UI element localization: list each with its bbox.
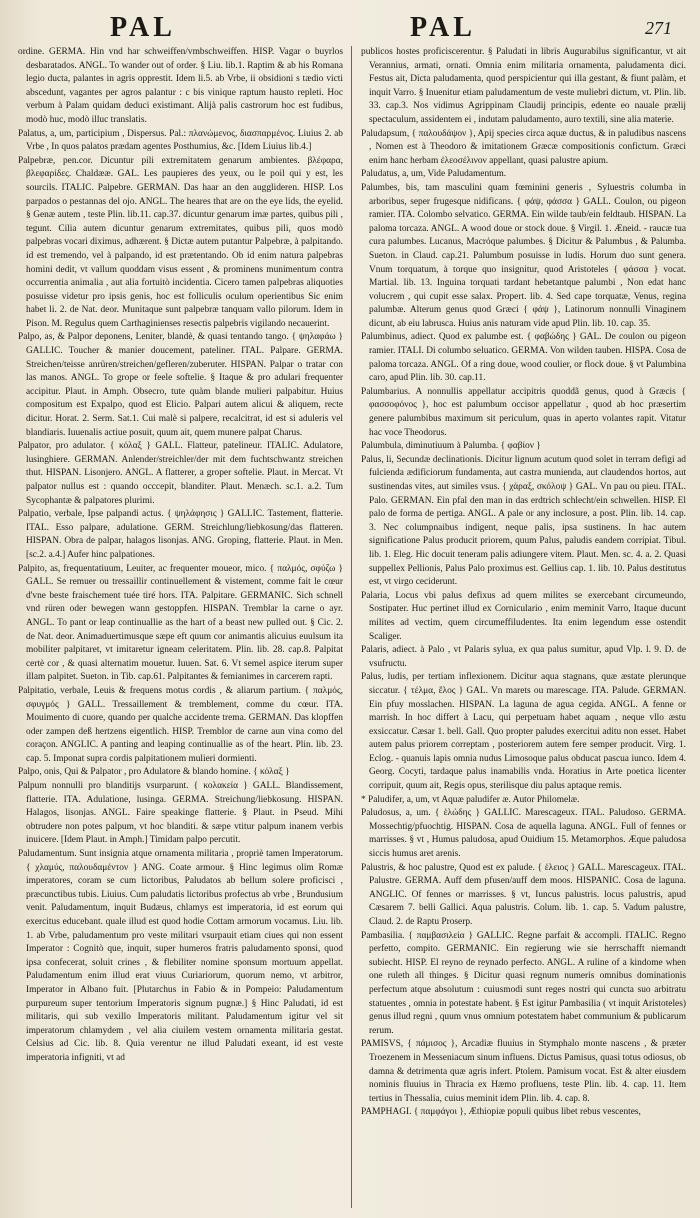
entry: Palatus, a, um, participium , Dispersus. Pal.: πλανώμενος, διασπαρμένος. Liuius 2. ab Vrbe , In quos palatos prædam agentes Posthumius, &c. [Idem Liuius lib.4.] <box>18 128 343 153</box>
entry: Palpo, as, & Palpor deponens, Leniter, blandè, & quasi tentando tango. { ψηλαφάω } GALLIC. Toucher & manier doucement, pateliner. ITAL. Palpare. GERMA. Streichen/teisse anrüren/streichen/gefleren/zuberuter. HISPAN. Palpar o tratar con las manos. ANGL. To grope or feele softelie. § Itaque & pro adulari frequenter accipitur. Plaut. in Amph. Obsecro, tute quàm blande mulieri palpabitur. Huius compositum est Expalpo, quod est Elicio. Palpari autem alicui & aliquem, recte dicitur. Horat. 2. Serm. Sat.1. Cui malè si palpere, recalcitrat, id est si aduleris vel blandiaris. Iuuenalis actiue posuit, quum ait, quem munere palpat Charus. <box>18 332 343 438</box>
entry: Paludapsum, { παλουδάψον }, Apij species circa aquæ ductus, & in paludibus nascens , Nomen est à Theodoro & imitationem Græcæ compositionis confictum. Græci enim hanc herbam ἐλεοσέλινον appellant, quasi palustre apium. <box>361 128 686 166</box>
text-columns <box>18 46 686 1208</box>
entry: Palpum nonnulli pro blanditijs vsurparunt. { κολακεία } GALL. Blandissement, flatterie. ITA. Adulatione, lusinga. GERMA. Streichung/liebkosung. HISPAN. Halagos, lisonjas. ANGL. Faire speakinge flatterie. § Plaut. in Pseud. Mihi obtrudere non potes palpum, vt hoc blanditi. & sæpe vtitur palpum inanem verbis inuicere. [Idem Plaut. in Amph.] Timidam palpo percutit. <box>18 781 343 846</box>
entry: Palumbes, bis, tam masculini quam fœminini generis , Syluestris columba in arboribus, seper frugesque nidificans. { φάψ, φάσσα } GALL. Coulon, ou pigeon ramier. ITA. Colombo selvatico. GERMA. Ein wilde taub/ein feldtaub. HISPAN. La paloma torcaza. ANGL. A wood doue or stock doue. § Virgil. 1. Æneid. - raucæ tua cura palumbes. Lucanus, Macrόque palumbes. § Dicitur & Palumbus , & Palumba. Sueton. in Claud. cap.21. Palumbum posuisse in ludis. Horum duo sunt genera. Vnum torquatum, à torque quo insignitur, quod Aristoteles { φάσσα } vocat. Martial. lib. 13. Inguina torquati tardant hebetantque palumbi , Non edat hanc volucrem , qui cupit esse salax. Propert. lib. 4. Sed cape torquatæ, Venus, regina palumbæ. Alterum genus quod Græci { φάψ }, Latinorum nonnulli Vinaginem dicunt, ab eiu labrusca. Huius anis naturam vide apud Plin. lib. 10. cap. 35. <box>361 182 686 329</box>
entry: Palpito, as, frequentatiuum, Leuiter, ac frequenter moueor, mico. { παλμός, σφύζω } GALL. Se remuer ou tressaillir continuellement & vistement, comme fait le cœur d'vne beste fraischement tuée tiré hors. ITA. Palpitare. GERMANIC. Sich schnell vnd rüren oder bewegen wann gestoppfen. HISPAN. Tremblar la carne o ayr. ANGL. To pant or leap continuallie as the hart of a beast new pulled out. § Cic. 2. de Nat. deor. Animaduertimusque sæpe eft quum cor animantis alicuius euulsum ita mobiliter palpitaret, vt imitaretur igneam celeritatem. Plin. lib. 28. cap.8. Palpitat certè cor , & quasi alternatim mouetur. Iuuen. Sat. 6. Vt semel aspice iterum super illam palpitet. Sueton. in Tib. cap.61. Palpitantes & femianimes in carcerem rapti. <box>18 563 343 683</box>
entry: Paludosus, a, um. { ἑλώδης } GALLIC. Marescageux. ITAL. Paludoso. GERMA. Mossechtig/pfuochtig. HISPAN. Cosa de aquella laguna. ANGL. Full of fennes or marrisses. § vt , Humus paludosa, apud Ouidium 15. Metamorphos. Æque paludosa siccis humus aret arenis. <box>361 808 686 860</box>
entry: Palpebræ, pen.cor. Dicuntur pili extremitatem genarum ambientes. βλέφαρα, βλεφαρίδες. Chaldææ. GAL. Les paupieres des yeux, ou le poil qui y est, les sourcils. ITALIC. Palpebre. GERMAN. Das haar an den augglideren. HISP. Los parpados o pestannas del ojo. ANGL. The heares that are on the eye lids, the eyelid. § Genæ autem , teste Plin. lib.11. cap.37. dicuntur genarum imæ partes, quibus pili , tegunt. Cilia autem dicuntur genarum extremitates, quibus pili, quos modò palpebras vocari diximus, adhærent. § Dictæ autem putantur Palpebræ, à palpitando. id est tremendo, vel à palpando, id est prætentando. Ob id enim natura palpebras homini dedit, vt vallum quoddam visus essent , & prominens munimentum contra occurrentia animalia , aut alia fortuitò incidentia. Cicero tamen palpebras aliquoties posuisse videtur pro ipsis genis, hoc est folliculis oculum operientibus Sic enim habet li. 2. de Nat. deor. Munitaque sunt palpebræ tanquam vallo pilorum. Idem in Pison. M. Regulus quem Carthaginienses resectis palpebris vigilando necauerint. <box>18 155 343 329</box>
entry: Palaris, adiect. à Palo , vt Palaris sylua, ex qua palus sumitur, apud Vlp. l. 9. D. de vsufructu. <box>361 645 686 669</box>
entry: Palus, ludis, per tertiam inflexionem. Dicitur aqua stagnans, quæ æstate plerunque siccatur. { τέλμα, ἕλος } GAL. Vn marets ou marescage. ITA. Palude. GERMAN. Ein pfuy mosslachen. HISPAN. La laguna de agua cegida. ANGL. A fenne or marrish. In hoc differt à Lacu, qui perpetuam habet aquam , neque vllo æstu exsiccatur. Cæsar 1. bell. Gall. Quo propter paludes exercitui aditu non esset. Habet autem palus priorem correptam , posteriorem autem fere semper producit. Virg. 1. Eclog. - quanuis lapis omnia nudus Limosoque palus obducat pascua iunco. Idem 4. Georg. Cocyti, tardaque palus inamabilis vnda. Horatius in Arte poetica licenter corripuit, quum ait, Regis opus, sterilisque diu palus aptaque remis. <box>361 672 686 792</box>
entry: Paludamentum. Sunt insignia atque ornamenta militaria , propriè tamen Imperatorum. { χλαμύς, παλουδαμέντον } ANG. Coate armour. § Hinc legimus olim Romæ imperatores, coram se cum lictoribus, Paludatos ab bellum solere proficisci , præcunctibus tubis. Liuius. Cum paludatis lictoribus profectus ab vrbe , Brundusium venit. Paludamentum, inquit Budæus, chlamys est imperatoria, id est eorum qui exercitus educebant. quale illud est quod hodie Cottam armorum vocamus. Liu. lib. 1. ab Vrbe, paludamentum pro veste militari vsurpauit etiam ciues qui non essent Imperator : Cognitò que, inquit, super humeros fratris paludamento sponsi, quod ipsa confecerat, soluit crines , & flebiliter nomine sponsum mortuum appellat. Paludamentum enim illud erat viuus Curiariorum, quorum nemo, vt arbitror, Imperator in Albano fuit. [Plutarchus in Fabio & in Pompeio: Paludamentum purpureum super tentorium Imperatoris signum pugnæ.] § Hinc Paludati, id est militaris, qui sub vexillo Imperatoris militant. Paludamentum igitur vel sit imperatorum chlamydem , vel alia ciuilem vestem ornamenta militaria gestat. Celsius ad Cic. lib. 8. Quia verentur ne illud Paludati exeant, id est veste imperatoria infigniti, vt ad <box>18 849 343 1063</box>
entry: Palustris, & hoc palustre, Quod est ex palude. { ἑλειος } GALL. Marescageux. ITAL. Palustre. GERMA. Auff dem pfusen/auff dem moos. HISPANIC. Cosa de laguna. ANGLIC. Of fennes or marrisses. § vt, Iuncus palustris. locus palustris, apud Cæsarem 7. belli Gallici. Aqua palustris. Colum. lib. 1. cap. 5. Vadum palustre, Claud. 2. de Raptu Proserp. <box>361 862 686 927</box>
entry: Palpatio, verbale, Ipse palpandi actus. { ψηλάφησις } GALLIC. Tastement, flatterie. ITAL. Esso palpare, adulatione. GERM. Streichlung/liebkosung/das flatteren. HISPAN. Obra de palpar, halagos lisonjas. ANG. Groping, flatterie. Plaut. in Men. [sc.2. a.4.] Aufer hinc palpationes. <box>18 509 343 560</box>
entry: Palumbarius. A nonnullis appellatur accipitris quoddã genus, quod à Græcis { φασσοφόνος }, hoc est palumbum occisor appellatur , quod ab hoc præsertim genere palumbibus maximum sit periculum, quas in aperto volantes rapit. Vitatur hac voce Theodorus. <box>361 386 686 438</box>
entry: Palpitatio, verbale, Leuis & frequens motus cordis , & aliarum partium. { παλμός, σφυγμός } GALL. Tressaillement & tremblement, comme du cœur. ITA. Mouimento di cuore, quando per qualche accidente trema. GERMAN. Das klopffen oder zampen deß hertzens eigentlich. HISP. Tremblor de carne aun vina como del coraçon. ANGLIC. A panting and leaping continuallie as of the heart. Plin. lib. 23. cap. 5. Imponat supra cordis palpitationem mulieri dormienti. <box>18 685 343 764</box>
entry: Palumbula, diminutiuum à Palumba. { φαβίον } <box>361 441 541 452</box>
page-header <box>20 10 684 44</box>
entry: PAMPHAGI. { παμφάγοι }, Æthiopiæ populi quibus libet rebus vescentes, <box>361 1107 641 1118</box>
entry: Paludatus, a, um, Vide Paludamentum. <box>361 169 507 180</box>
entry: Pambasilia. { παμβασιλεία } GALLIC. Regne parfait & accompli. ITALIC. Regno perfetto, compito. GERMANIC. Ein regierung wie sie herrschafft niemandt subiecht. HISP. El reyno de reynado perfecto. ANGL. A ruline of a kindome when one ruleth all thinges. § Dicitur quasi regnum numeris omnibus dominationis perfectum atque absolutum : cuiusmodi sunt reges nostri qui cuncta suo arbitratu statuentes , omnia in potestate habent. § Est igitur Pambasilia ( vt inquit Aristoteles) genus illud regni , quum vnus omnium potestatem habet communium & publicarum rerum. <box>361 930 686 1036</box>
entry: Palpator, pro adulator. { κόλαξ } GALL. Flatteur, patelineur. ITALIC. Adulatore, lusinghiere. GERMAN. Anlender/streichler/der mit dem fuchtschwantz streichen thut. HISPAN. Lisonjero. ANGL. A flatterer, a groper softelie. Plaut. in Mercat. Vt palpator nullus est : quando occcepit, blanditer. Plaut. Menæch. sc.1. a.2. Tum Sycophantæ & palpatores plurimi. <box>18 441 343 506</box>
entry: * Paludifer, a, um, vt Aquæ paludifer æ. Autor Philomelæ. <box>361 794 580 805</box>
entry: ordine. GERMA. Hin vnd har schweiffen/vmbschweiffen. HISP. Vagar o buyrlos desbaratados. ANGL. To wander out of order. § Liu. lib.1. Raptim & ab his Romana legio ducta, palantes in agris opprestit. Idem li.5. ab Vrbe, ii obsidioni s tædio victi abscedunt, vagantes per agros palantur : c bis vinique raptum hausto repleti. Hoc verbum à Palam quidam deduci existimant. Alijà palis castrorum hoc est fudibus, modò huc, modò illuc translatis. <box>18 47 343 125</box>
entry: PAMISVS, { πάμισος }, Arcadiæ fluuius in Stymphalo monte nascens , & præter Troezenem in Messeniacum sinum influens. Dictus Pamisus, quasi totus odiosus, ob damna & detrimenta quæ agris infert. Ptolem. Pamisum vocat. Est & alter eiusdem nominis fluuius in Thracia ex Hæmo profluens, teste Plin. lib. 4. cap. 11. Item tertius in Thessalia, cuius meminit idem Plin. lib. 4. cap. 8. <box>361 1039 686 1104</box>
page-number: 271 <box>645 18 672 38</box>
right-column <box>352 46 686 1208</box>
entry: Palpo, onis, Qui & Palpator , pro Adulatore & blando homine. { κόλαξ } <box>18 767 290 778</box>
right-running-head: PAL <box>410 12 476 43</box>
entry: Palaria, Locus vbi palus defixus ad quem milites se exercebant circumeundo, Sostipater. Huc pertinet illud ex Corniculario , enim meminit Varro, Itaque ducunt milites ad vectim, quem circumeffiludentes. Ita enim legendum esse ostendit Scaliger. <box>361 590 686 642</box>
entry: Palumbinus, adiect. Quod ex palumbe est. { φαβώδης } GAL. De coulon ou pigeon ramier. ITALI. Di columbo seluatico. GERMA. Von wilden tauben. HISPA. Cosa de paloma torcaza. ANGL. Of a ring doue, wood coulier, or flock doue. § vt Palumbina caro, apud Plin. lib. 30. cap.11. <box>361 332 686 384</box>
entry: Palus, li, Secundæ declinationis. Dicitur lignum acutum quod solet in terram defigi ad fulcienda ædificiorum fundamenta, aut castra munienda, aut claudendos hortos, aut sustinendas vites, aut similes vsus. { χάραξ, σκόλοψ } GAL. Vn pau ou pieu. ITAL. Palo. GERMAN. Ein pfal den man in das erdtrich schlecht/ein schwellen. HISP. El palo de forma de pertiga. ANGL. A pale or any inclosure, a post. Plin. lib. 14. cap. 3. Nec columpnaibus indigent, neque palis, ipsa sustinens. In hac autem significatione Palus producit priorem, quum Palus, paludis eandem corripiat. Tibul. lib. 1. Eleg. Hic docuit teneram palis adiungere vitem. Plaut. Men. sc. 4. a. 2. Quasi suppellex Pellionis, Palus Palo proximus est. Gellius cap. 1. lib. 10. Palus destitutus est, vt virgo ceciderunt. <box>361 454 686 588</box>
entry: publicos hostes proficiscerentur. § Paludati in libris Augurabilus significantur, vt ait Verannius, armati, ornati. Omnia enim militaria ornamenta, paludamenta dici. Festus ait, Dicta paludamenta, quod perspicientur qui illa gestant, & fiunt palàm, et inquit Varro. § Inuenitur etiam paludamentum de veste muliebri dictum, vt. Plin. lib. 33. cap.3. Nos vidimus Agrippinam Claudij principis, edente eo nauale prælij spectaculum, assidentem ei , indutam paludamento, auro textili, sine alia materie. <box>361 47 686 125</box>
left-running-head: PAL <box>110 12 176 43</box>
left-column <box>18 46 352 1208</box>
